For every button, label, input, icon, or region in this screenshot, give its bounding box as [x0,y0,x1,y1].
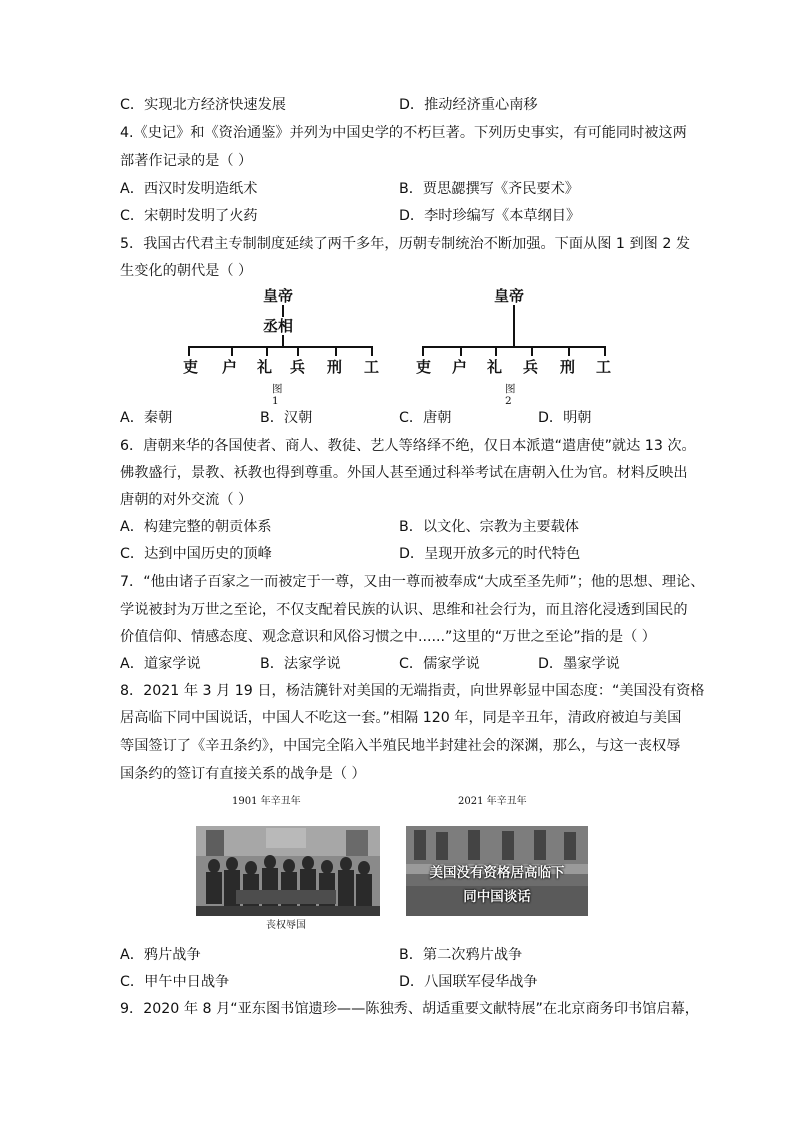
q6-stem-line-3: 唐朝的对外交流（ ） [120,492,253,508]
fig2-connector [460,346,462,356]
fig1-connector [282,335,284,346]
fig1-dept-hu: 户 [222,358,238,376]
q8-stem-line-1: 8．2021 年 3 月 19 日，杨洁篪针对美国的无端指责，向世界彰显中国态度：“美国没有资格 [120,683,705,699]
q5-option-a: A．秦朝 [120,410,173,426]
q8-stem-line-2: 居高临下同中国说话，中国人不吃这一套。”相隔 120 年，同是辛丑年，清政府被迫与美国 [120,710,682,726]
photo-1901-title: 1901 年辛丑年 [232,796,301,807]
q6-option-b: B．以文化、宗教为主要载体 [399,519,579,535]
q4-option-a: A．西汉时发明造纸术 [120,181,258,197]
q5-stem-line-1: 5．我国古代君主专制制度延续了两千多年，历朝专制统治不断加强。下面从图 1 到图 2 发 [120,236,691,252]
q5-option-d: D．明朝 [538,410,592,426]
fig1-chancellor-label: 丞相 [263,317,294,335]
photo-1901-caption: 丧权辱国 [266,920,306,931]
fig1-connector [282,305,284,317]
fig2-dept-bing: 兵 [523,358,539,376]
q7-stem-line-1: 7．“他由诸子百家之一而被定于一尊，又由一尊而被奉成“大成至圣先师”；他的思想、理论、 [120,574,705,590]
fig2-connector [604,346,606,356]
q8-option-b: B．第二次鸦片战争 [399,947,523,963]
q4-stem-line-2: 部著作记录的是（ ） [120,153,253,169]
fig1-dept-li: 吏 [183,358,199,376]
q6-option-c: C．达到中国历史的顶峰 [120,546,272,562]
q6-stem-line-1: 6．唐朝来华的各国使者、商人、教徒、艺人等络绎不绝，仅日本派遣“遣唐使”就达 13 次。 [120,438,696,454]
q6-option-a: A．构建完整的朝贡体系 [120,519,272,535]
q5-option-c: C．唐朝 [399,410,452,426]
q4-stem-line-1: 4.《史记》和《资治通鉴》并列为中国史学的不朽巨著。下列历史事实，有可能同时被这两 [120,125,687,141]
q3-option-d: D．推动经济重心南移 [399,97,538,113]
q8-stem-line-4: 国条约的签订有直接关系的战争是（ ） [120,766,366,782]
fig2-branch-line [422,346,605,348]
q7-option-c: C．儒家学说 [399,656,480,672]
photo-2021-banner-line-2: 同中国谈话 [463,889,531,905]
fig1-caption: 图 1 [272,383,283,407]
fig2-connector [495,346,497,356]
q4-option-d: D．李时珍编写《本草纲目》 [399,208,581,224]
fig1-connector [266,346,268,356]
photo-2021-dialogue [406,826,588,916]
fig2-caption: 图 2 [505,383,516,407]
q8-option-d: D．八国联军侵华战争 [399,974,538,990]
fig1-dept-li-rites: 礼 [257,358,273,376]
fig1-connector [231,346,233,356]
q7-option-a: A．道家学说 [120,656,201,672]
photo-2021-title: 2021 年辛丑年 [458,796,527,807]
fig2-connector [568,346,570,356]
fig2-dept-xing: 刑 [560,358,576,376]
fig1-dept-bing: 兵 [290,358,306,376]
fig2-dept-hu: 户 [452,358,468,376]
fig1-emperor-label: 皇帝 [263,287,294,305]
q7-stem-line-2: 学说被封为万世之至论，不仅支配着民族的认识、思维和社会行为，而且溶化浸透到国民的 [120,602,688,618]
fig1-branch-line [188,346,372,348]
q8-option-c: C．甲午中日战争 [120,974,230,990]
q4-option-c: C．宋朝时发明了火药 [120,208,258,224]
q7-stem-line-3: 价值信仰、情感态度、观念意识和风俗习惯之中......”这里的“万世之至论”指的是（ ） [120,629,656,645]
fig1-dept-gong: 工 [364,358,380,376]
fig2-connector [422,346,424,356]
q7-option-d: D．墨家学说 [538,656,620,672]
fig1-connector [297,346,299,356]
fig2-emperor-label: 皇帝 [494,287,525,305]
q5-stem-line-2: 生变化的朝代是（ ） [120,263,253,279]
fig2-connector [513,305,515,346]
q6-option-d: D．呈现开放多元的时代特色 [399,546,581,562]
photo-1901-treaty-signing [196,826,380,916]
fig2-connector [531,346,533,356]
q3-option-c: C．实现北方经济快速发展 [120,97,286,113]
q5-option-b: B．汉朝 [260,410,313,426]
fig1-connector [188,346,190,356]
fig2-dept-gong: 工 [596,358,612,376]
q4-option-b: B．贾思勰撰写《齐民要术》 [399,181,579,197]
fig1-connector [371,346,373,356]
photo-2021-banner-line-1: 美国没有资格居高临下 [429,865,565,881]
photo-1901-image [196,826,380,916]
q8-option-a: A．鸦片战争 [120,947,201,963]
q6-stem-line-2: 佛教盛行，景教、袄教也得到尊重。外国人甚至通过科举考试在唐朝入仕为官。材料反映出 [120,465,688,481]
fig2-dept-li-rites: 礼 [487,358,503,376]
fig1-dept-xing: 刑 [327,358,343,376]
q7-option-b: B．法家学说 [260,656,341,672]
fig2-dept-li: 吏 [416,358,432,376]
fig1-connector [335,346,337,356]
q9-stem-line-1: 9．2020 年 8 月“亚东图书馆遗珍——陈独秀、胡适重要文献特展”在北京商务印书馆启幕， [120,1001,699,1017]
q8-stem-line-3: 等国签订了《辛丑条约》，中国完全陷入半殖民地半封建社会的深渊，那么，与这一丧权辱 [120,738,681,754]
